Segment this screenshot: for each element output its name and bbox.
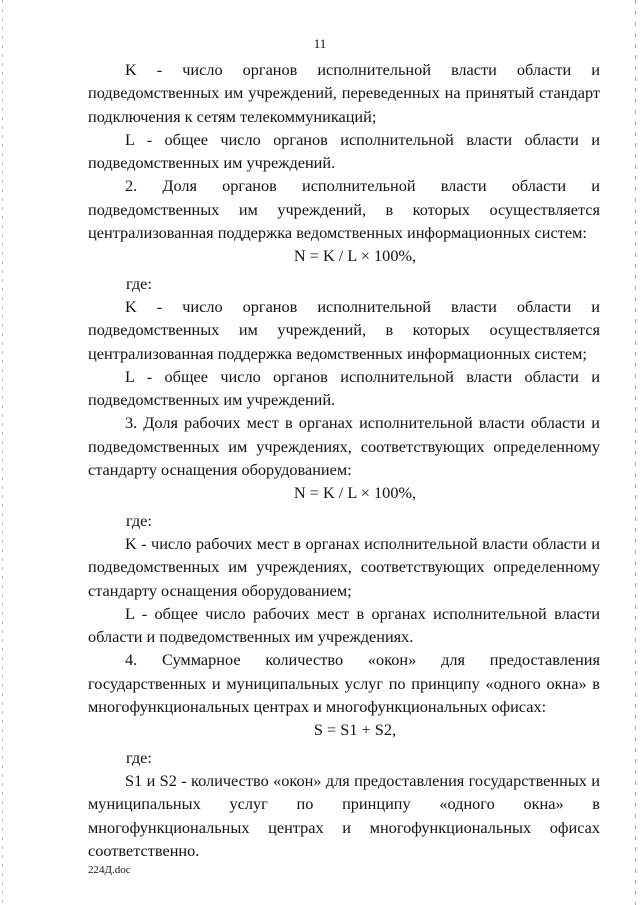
formula-3: S = S1 + S2, — [313, 720, 397, 740]
paragraph-k-definition-1: K - число органов исполнительной власти области и подведомственных им учреждений, переведенных на принятый стандарт подключения к сетям телекоммуникаций; — [88, 60, 600, 126]
formula-2: N = K / L × 100%, — [293, 483, 417, 503]
scan-edge-left — [2, 0, 3, 905]
page-number: 11 — [313, 36, 327, 51]
formula-1: N = K / L × 100%, — [293, 246, 417, 266]
paragraph-item-2: 2. Доля органов исполнительной власти области и подведомственных им учреждений, в которых осуществляется централизованная поддержка ведомственных информационных систем: — [88, 176, 600, 243]
paragraph-l-definition-2: L - общее число органов исполнительной власти области и подведомственных им учреждений. — [88, 366, 600, 410]
where-label-2: где: — [126, 510, 152, 530]
paragraph-k-definition-3: K - число рабочих мест в органах исполнительной власти области и подведомственных им учреждениях, соответствующих определенному стандарту оснащения оборудованием; — [88, 533, 600, 600]
where-label-1: где: — [126, 273, 152, 293]
footer-filename: 224Д.doc — [88, 864, 131, 876]
paragraph-l-definition-1: L - общее число органов исполнительной власти области и подведомственных им учреждений. — [88, 129, 600, 173]
document-body — [88, 58, 600, 862]
paragraph-k-definition-2: K - число органов исполнительной власти области и подведомственных им учреждений, в которых осуществляется централизованная поддержка ведомственных информационных систем; — [88, 296, 600, 363]
paragraph-item-3: 3. Доля рабочих мест в органах исполнительной власти области и подведомственных им учреждениях, соответствующих определенному стандарту оснащения оборудованием: — [88, 413, 600, 480]
paragraph-item-4: 4. Суммарное количество «окон» для предоставления государственных и муниципальных услуг по принципу «одного окна» в многофункциональных центрах и многофункциональных офисах: — [88, 650, 600, 717]
paragraph-s-definition: S1 и S2 - количество «окон» для предоставления государственных и муниципальных услуг по принципу «одного окна» в многофункциональных центрах и многофункциональных офисах соответственно. — [88, 770, 600, 860]
paragraph-l-definition-3: L - общее число рабочих мест в органах исполнительной власти области и подведомственных им учреждениях. — [88, 603, 600, 647]
where-label-3: где: — [126, 747, 152, 767]
scan-edge-right — [635, 0, 636, 905]
